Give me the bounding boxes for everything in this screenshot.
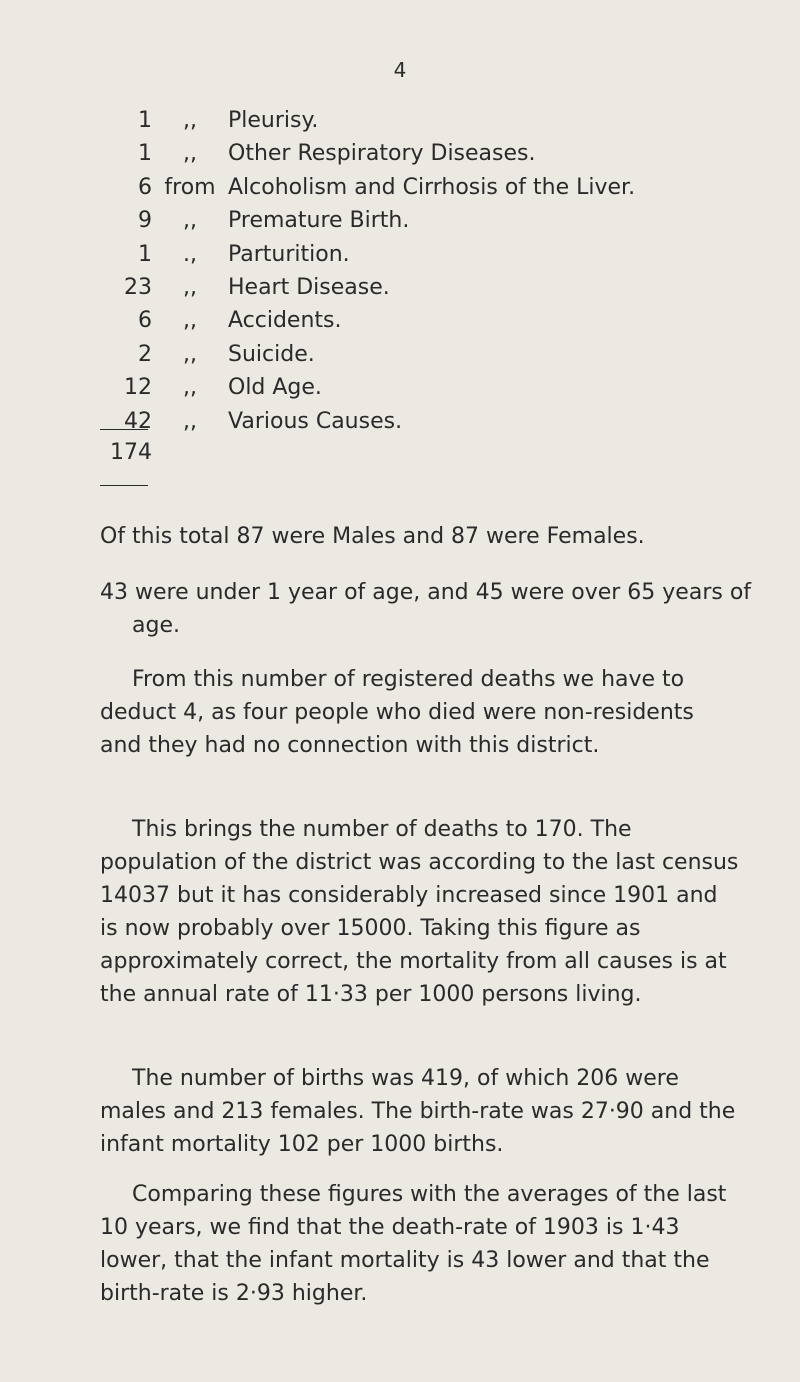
cause-name: Suicide. xyxy=(228,341,315,367)
paragraph-deduction: From this number of registered deaths we have to deduct 4, as four people who died were non-residents and they had no connection with this district. xyxy=(100,667,694,758)
death-count: 9 xyxy=(138,208,152,234)
cause-name: Various Causes. xyxy=(228,408,403,434)
paragraph-population: This brings the number of deaths to 170. The population of the district was according to the last census 14037 but it has considerably increased since 1901 and is now probably over 15000. Taking this figure as approximately correct, the mortality from all causes is at the annual rate of 11·33 per 1000 persons living. xyxy=(100,817,739,1007)
list-item xyxy=(100,375,780,408)
death-count: 6 xyxy=(138,174,152,200)
ditto-mark: ., xyxy=(183,241,197,267)
paragraph-births: The number of births was 419, of which 206 were males and 213 females. The birth-rate was 27·90 and the infant mortality 102 per 1000 births. xyxy=(100,1066,736,1157)
cause-name: Alcoholism and Cirrhosis of the Liver. xyxy=(228,174,636,200)
death-count: 1 xyxy=(138,108,152,133)
cause-name: Premature Birth. xyxy=(228,208,410,234)
total-deaths: 174 xyxy=(110,440,152,465)
ditto-mark: ,, xyxy=(183,141,197,167)
causes-of-death-list xyxy=(100,108,780,442)
sum-rule-top xyxy=(100,429,148,430)
ditto-mark: ,, xyxy=(183,375,197,401)
paragraph-comparison: Comparing these figures with the averages of the last 10 years, we find that the death-rate of 1903 is 1·43 lower, that the infant mortality is 43 lower and that the birth-rate is 2·93 higher. xyxy=(100,1182,727,1306)
death-count: 23 xyxy=(124,274,152,300)
cause-name: Parturition. xyxy=(228,241,350,267)
cause-name: Pleurisy. xyxy=(228,108,319,133)
ditto-mark: ,, xyxy=(183,408,197,434)
list-item xyxy=(100,275,780,308)
ditto-mark: ,, xyxy=(183,108,197,133)
cause-name: Other Respiratory Diseases. xyxy=(228,141,536,167)
death-count: 12 xyxy=(124,375,152,401)
ditto-mark: ,, xyxy=(183,274,197,300)
ditto-mark: ,, xyxy=(183,208,197,234)
cause-name: Old Age. xyxy=(228,375,322,401)
list-item xyxy=(100,342,780,375)
death-count: 2 xyxy=(138,341,152,367)
sum-rule-bottom xyxy=(100,485,148,486)
death-count: 6 xyxy=(138,308,152,334)
cause-name: Accidents. xyxy=(228,308,342,334)
ditto-mark: ,, xyxy=(183,341,197,367)
cause-name: Heart Disease. xyxy=(228,274,390,300)
list-item xyxy=(100,108,780,141)
paragraph-sex-totals: Of this total 87 were Males and 87 were Females. xyxy=(100,524,645,549)
list-item xyxy=(100,242,780,275)
ditto-mark: ,, xyxy=(183,308,197,334)
ditto-mark: from xyxy=(164,174,216,200)
list-item xyxy=(100,308,780,341)
death-count: 1 xyxy=(138,241,152,267)
list-item xyxy=(100,175,780,208)
paragraph-age-totals: 43 were under 1 year of age, and 45 were over 65 years of age. xyxy=(100,580,752,638)
list-item xyxy=(100,208,780,241)
list-item xyxy=(100,409,780,442)
death-count: 42 xyxy=(124,408,152,434)
list-item xyxy=(100,141,780,174)
death-count: 1 xyxy=(138,141,152,167)
page-number: 4 xyxy=(393,58,407,82)
